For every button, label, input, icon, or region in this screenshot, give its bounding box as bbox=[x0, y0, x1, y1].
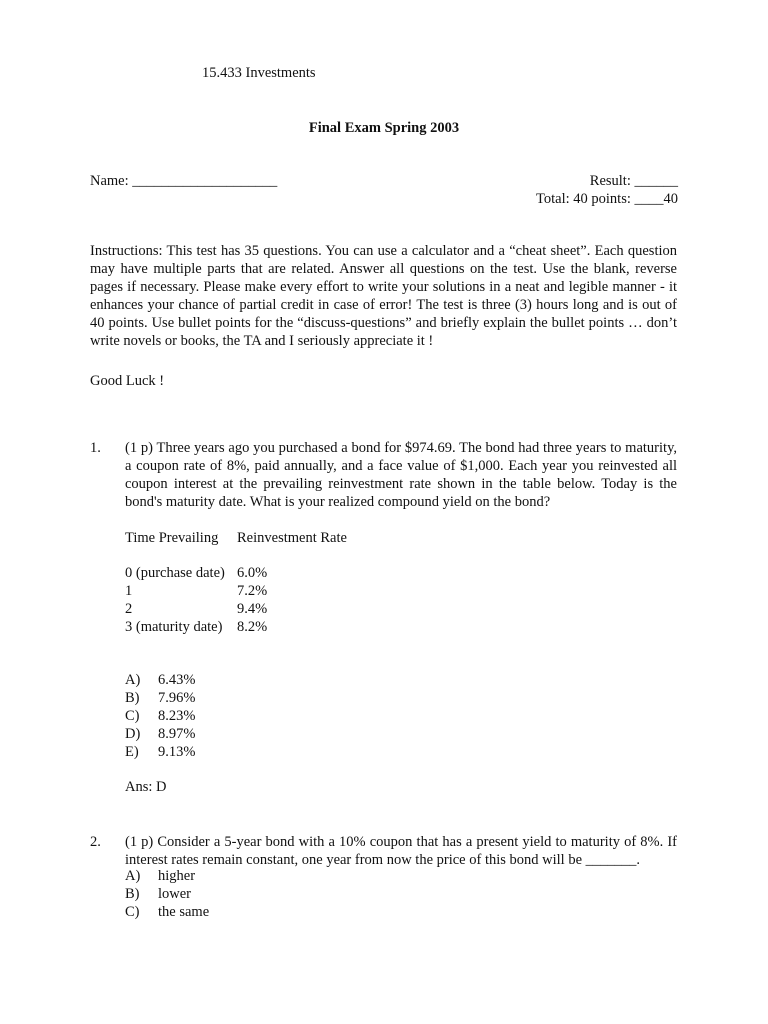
question-text: (1 p) Three years ago you purchased a bond for $974.69. The bond had three years to maturity, a coupon rate of 8%, paid annually, and a face value of $1,000. Each year you reinvested all coupon interest at the prevailing reinvestment rate shown in the table below. Today is the bond's maturity date. What is your realized compound yield on the bond? bbox=[125, 440, 677, 510]
table-header-rate: Reinvestment Rate bbox=[237, 530, 347, 546]
table-cell-rate: 9.4% bbox=[237, 601, 268, 617]
table-cell-rate: 7.2% bbox=[237, 583, 268, 599]
answer-option bbox=[125, 743, 195, 761]
total-points-line: Total: 40 points: ____40 bbox=[536, 191, 678, 207]
option-label: A) bbox=[125, 868, 141, 884]
answer-option bbox=[125, 689, 195, 707]
option-text: 6.43% bbox=[158, 672, 196, 688]
instructions-paragraph: Instructions: This test has 35 questions. You can use a calculator and a “cheat sheet”. Each question may have multiple parts that are related. Answer all questions on the test. Use the blank, reverse pages if necessary. Please make every effort to write your solutions in a neat and legible manner - it enhances your chance of partial credit in case of error! The test is three (3) hours long and is out of 40 points. Use bullet points for the “discuss-questions” and briefly explain the bullet points … don’t write novels or books, the TA and I seriously appreciate it ! bbox=[90, 243, 677, 349]
option-label: A) bbox=[125, 672, 141, 688]
question-number: 2. bbox=[90, 834, 101, 850]
table-cell-time: 3 (maturity date) bbox=[125, 619, 223, 635]
answer-key: Ans: D bbox=[125, 779, 167, 795]
table-cell-rate: 6.0% bbox=[237, 565, 268, 581]
rate-table-header bbox=[125, 529, 347, 547]
option-label: B) bbox=[125, 690, 140, 706]
course-title: 15.433 Investments bbox=[202, 65, 316, 81]
result-line: Result: ______ bbox=[589, 173, 678, 189]
answer-option bbox=[125, 707, 195, 725]
table-cell-time: 1 bbox=[125, 583, 133, 599]
table-header-time: Time Prevailing bbox=[125, 530, 219, 546]
answer-option bbox=[125, 725, 195, 743]
exam-title: Final Exam Spring 2003 bbox=[308, 120, 460, 136]
question-text: (1 p) Consider a 5-year bond with a 10% coupon that has a present yield to maturity of 8%. If interest rates remain constant, one year from now the price of this bond will be _______. bbox=[125, 834, 677, 868]
good-luck-text: Good Luck ! bbox=[90, 373, 165, 389]
answer-option bbox=[125, 885, 191, 903]
option-label: B) bbox=[125, 886, 140, 902]
name-field-line: Name: ____________________ bbox=[90, 173, 278, 189]
table-row bbox=[125, 618, 267, 636]
option-text: higher bbox=[158, 868, 196, 884]
answer-option bbox=[125, 867, 195, 885]
table-row bbox=[125, 564, 267, 582]
answer-option bbox=[125, 903, 209, 921]
result-block bbox=[536, 172, 678, 208]
table-row bbox=[125, 600, 267, 618]
table-cell-rate: 8.2% bbox=[237, 619, 268, 635]
option-label: D) bbox=[125, 726, 141, 742]
option-label: E) bbox=[125, 744, 139, 760]
option-text: the same bbox=[158, 904, 210, 920]
option-text: 7.96% bbox=[158, 690, 196, 706]
option-text: lower bbox=[158, 886, 192, 902]
table-row bbox=[125, 582, 267, 600]
option-text: 8.23% bbox=[158, 708, 196, 724]
option-label: C) bbox=[125, 708, 140, 724]
option-text: 8.97% bbox=[158, 726, 196, 742]
table-cell-time: 2 bbox=[125, 601, 133, 617]
table-cell-time: 0 (purchase date) bbox=[125, 565, 225, 581]
question-number: 1. bbox=[90, 440, 101, 456]
option-text: 9.13% bbox=[158, 744, 196, 760]
answer-option bbox=[125, 671, 195, 689]
option-label: C) bbox=[125, 904, 140, 920]
